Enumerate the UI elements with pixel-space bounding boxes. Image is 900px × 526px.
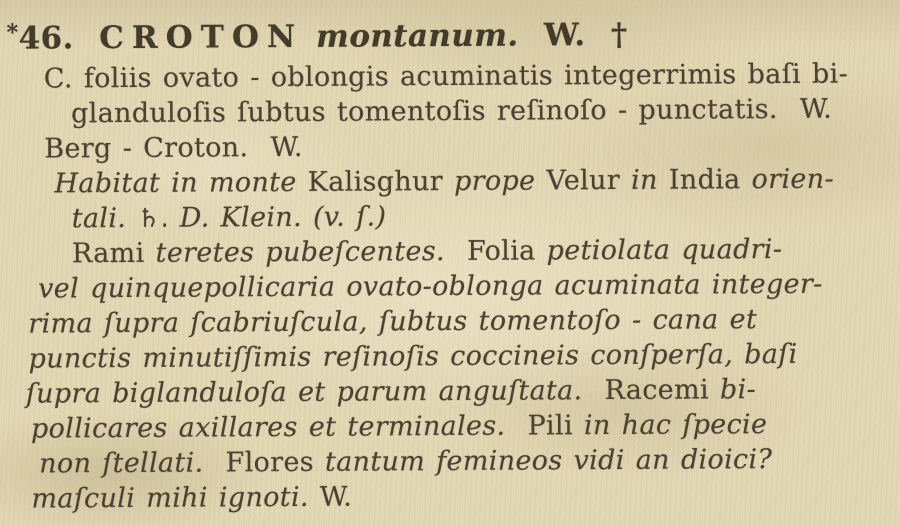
- common-name-line: [0, 126, 899, 166]
- text-run-r: India: [668, 164, 752, 196]
- text-run-i: pollicares axillares et terminales.: [30, 410, 528, 445]
- text-run-i: orien-: [751, 163, 834, 196]
- description-line-7: [1, 441, 900, 481]
- description-line-8: [1, 476, 900, 516]
- description-line-3: [0, 301, 900, 341]
- habitat-line-2: [0, 196, 900, 236]
- text-run-i: in: [630, 164, 669, 196]
- text-run-i: prope: [453, 165, 547, 197]
- text-run-r: glanduloſis ſubtus tomentoſis reſinoſo - punctatis. W.: [70, 93, 833, 130]
- text-run-bi: montanum.: [315, 17, 519, 55]
- description-line-6: [1, 406, 900, 446]
- text-run-sym: ♄.: [137, 203, 180, 234]
- text-run-r: Flores: [225, 446, 326, 479]
- text-run-i: petiolata quadri-: [546, 233, 783, 267]
- text-run-i: non ſtellati.: [39, 447, 226, 480]
- text-run-b: 46.: [18, 20, 100, 57]
- text-run-i: punctis minutiſſimis reſinoſis coccineis conſperſa, baſi: [28, 338, 798, 375]
- text-run-r: Rami: [71, 237, 156, 270]
- text-run-b: W. †: [518, 16, 628, 54]
- species-heading: [0, 2, 899, 61]
- text-run-i: teretes pubeſcentes.: [155, 235, 468, 269]
- description-line-4: [0, 336, 900, 376]
- description-line-2: [0, 266, 900, 306]
- text-run-b: [303, 19, 316, 55]
- text-run-i: tantum femineos vidi an dioici?: [324, 444, 773, 478]
- text-run-i: vel quinquepollicaria ovato-oblonga acuminata integer-: [38, 268, 823, 305]
- text-run-r: Racemi: [604, 374, 721, 407]
- text-run-r: Folia: [466, 235, 547, 267]
- text-run-r: C. foliis ovato - oblongis acuminatis integerrimis baſi bi-: [43, 58, 849, 95]
- text-run-i: in hac ſpecie: [583, 409, 768, 442]
- text-run-r: Velur: [546, 164, 632, 197]
- text-run-r: Kalisghur: [307, 165, 455, 198]
- text-run-sup: *: [6, 19, 19, 46]
- description-line-1: [0, 231, 900, 271]
- description-line-5: [1, 371, 900, 411]
- diagnosis-line-1: [0, 56, 899, 96]
- text-run-r: W.: [319, 481, 353, 513]
- diagnosis-line-2: [0, 91, 899, 131]
- text-run-r: Berg - Croton. W.: [44, 131, 303, 165]
- text-run-i: ſupra biglanduloſa et parum anguſtata.: [25, 375, 605, 410]
- text-run-i: tali.: [71, 202, 138, 235]
- text-run-r: Pili: [527, 410, 585, 442]
- text-run-i: Habitat in monte: [54, 166, 308, 200]
- text-run-i: D. Klein. (v. ſ.): [179, 201, 387, 234]
- habitat-line-1: [0, 161, 900, 201]
- text-run-sc: CROTON: [99, 18, 304, 57]
- text-run-i: maſculi mihi ignoti.: [31, 481, 320, 515]
- text-run-i: bi-: [719, 374, 757, 406]
- text-run-i: rima ſupra ſcabriuſcula, ſubtus tomentoſo - cana et: [28, 304, 758, 340]
